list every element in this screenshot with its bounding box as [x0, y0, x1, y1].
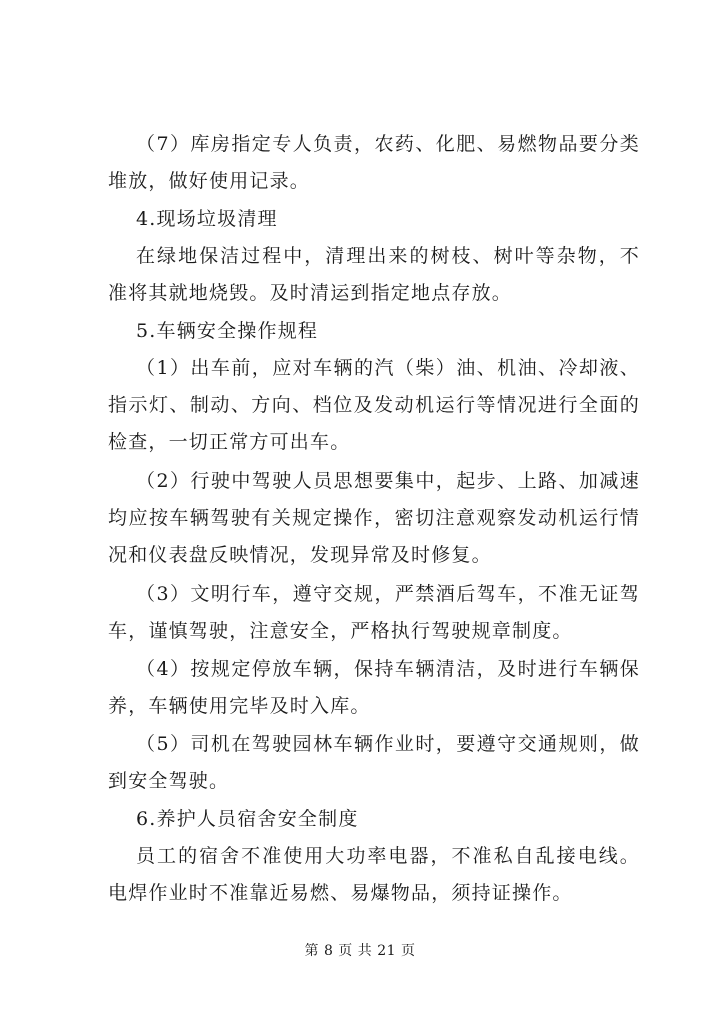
paragraph-item-5: （5）司机在驾驶园林车辆作业时，要遵守交通规则，做到安全驾驶。 — [108, 733, 640, 792]
section-heading-6: 6.养护人员宿舍安全制度 — [136, 808, 359, 830]
paragraph-item-2: （2）行驶中驾驶人员思想要集中，起步、上路、加减速均应按车辆驾驶有关规定操作，密切注意观察发动机运行情况和仪表盘反映情况，发现异常及时修复。 — [108, 470, 640, 566]
section-heading-4: 4.现场垃圾清理 — [136, 208, 278, 230]
page-number-footer: 第 8 页 共 21 页 — [304, 943, 416, 959]
paragraph-item-3: （3）文明行车，遵守交规，严禁酒后驾车，不准无证驾车，谨慎驾驶，注意安全，严格执行驾驶规章制度。 — [108, 583, 640, 642]
paragraph-item-1: （1）出车前，应对车辆的汽（柴）油、机油、冷却液、指示灯、制动、方向、档位及发动机运行等情况进行全面的检查，一切正常方可出车。 — [108, 357, 640, 453]
paragraph-waste-cleanup: 在绿地保洁过程中，清理出来的树枝、树叶等杂物，不准将其就地烧毁。及时清运到指定地点存放。 — [108, 245, 640, 304]
paragraph-item-7: （7）库房指定专人负责，农药、化肥、易燃物品要分类堆放，做好使用记录。 — [108, 133, 640, 192]
paragraph-item-4: （4）按规定停放车辆，保持车辆清洁，及时进行车辆保养，车辆使用完毕及时入库。 — [108, 658, 640, 717]
section-heading-5: 5.车辆安全操作规程 — [136, 320, 319, 342]
paragraph-dormitory: 员工的宿舍不准使用大功率电器，不准私自乱接电线。电焊作业时不准靠近易燃、易爆物品，须持证操作。 — [108, 845, 640, 904]
